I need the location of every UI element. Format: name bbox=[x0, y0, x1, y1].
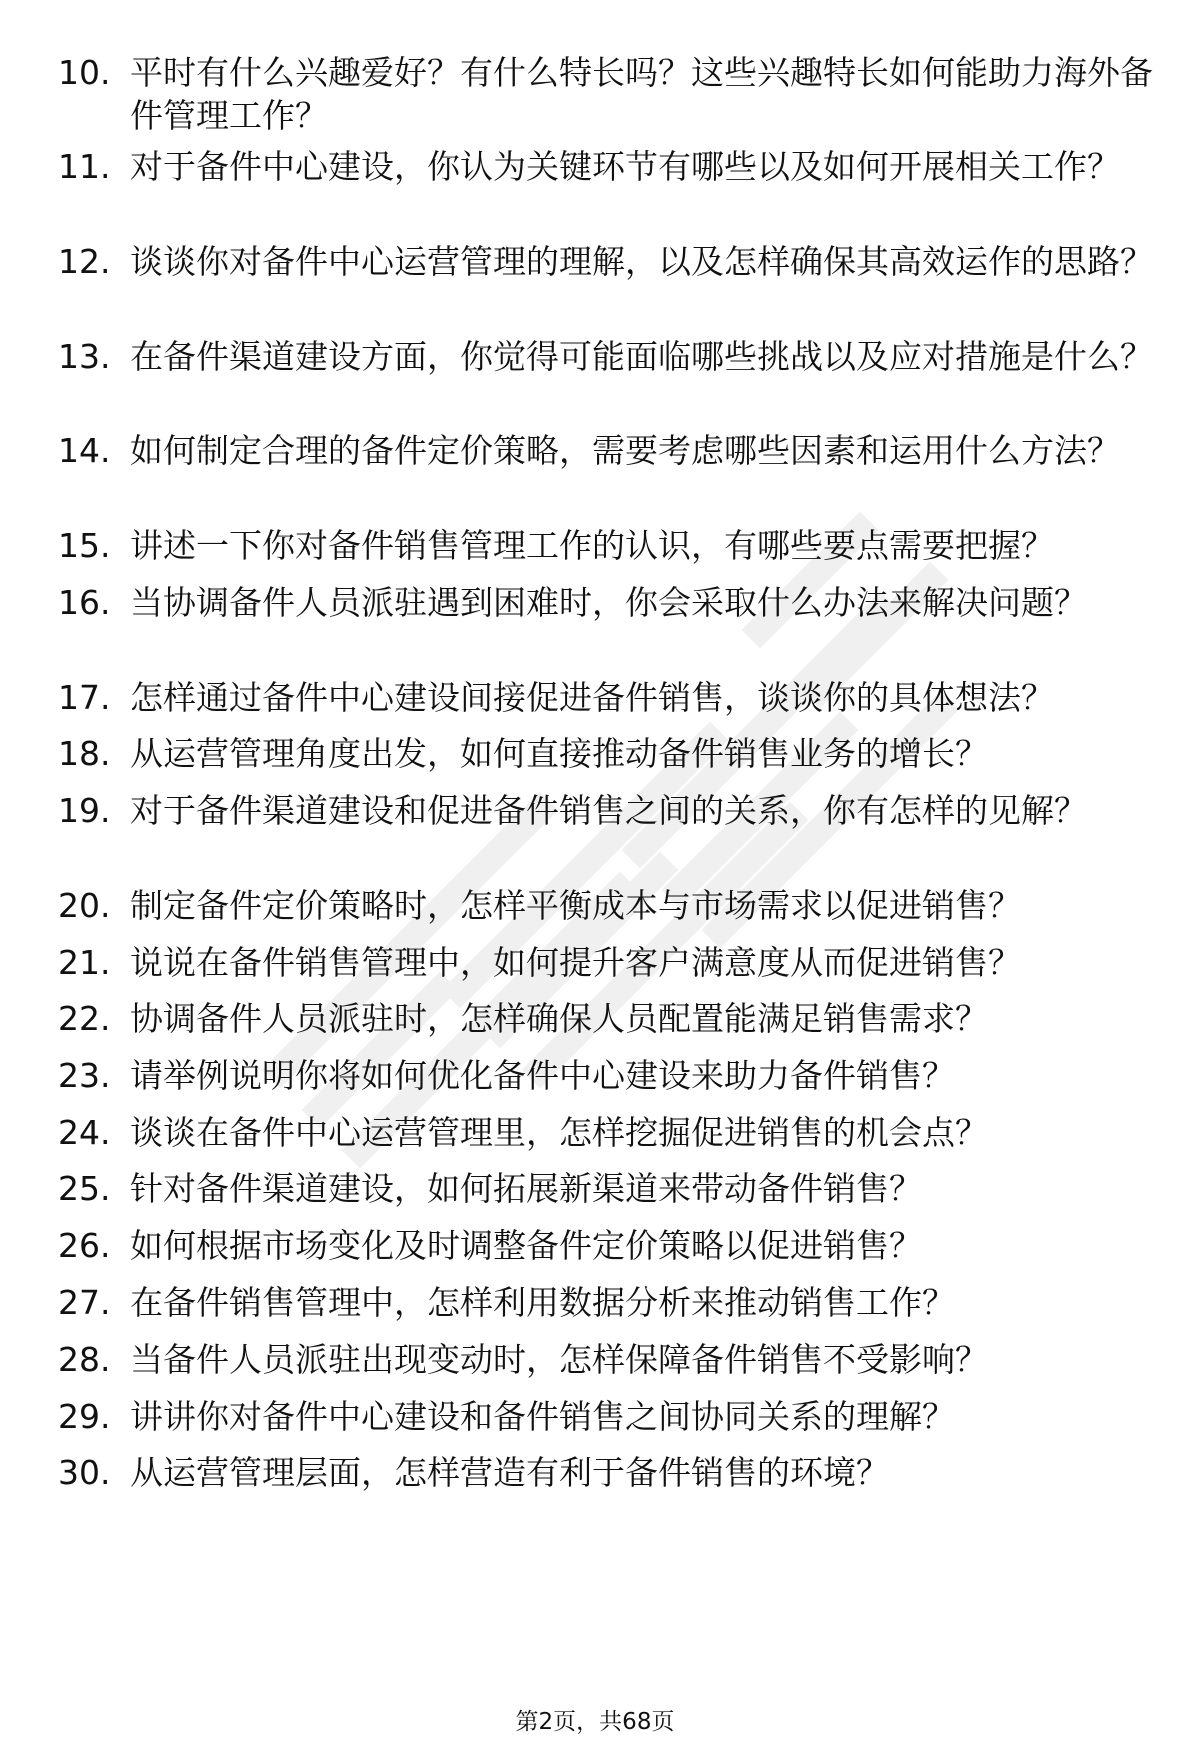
question-text: 针对备件渠道建设，如何拓展新渠道来带动备件销售？ bbox=[130, 1169, 922, 1208]
question-text: 从运营管理层面，怎样营造有利于备件销售的环境？ bbox=[130, 1453, 889, 1492]
question-number: 14. bbox=[58, 431, 111, 470]
question-text: 从运营管理角度出发，如何直接推动备件销售业务的增长？ bbox=[130, 734, 988, 773]
question-number: 23. bbox=[58, 1056, 111, 1095]
question-number: 16. bbox=[58, 583, 111, 622]
question-number: 29. bbox=[58, 1397, 111, 1436]
question-number: 22. bbox=[58, 999, 111, 1038]
question-text: 讲述一下你对备件销售管理工作的认识，有哪些要点需要把握？ bbox=[130, 526, 1054, 565]
question-text: 在备件渠道建设方面，你觉得可能面临哪些挑战以及应对措施是什么？ bbox=[130, 337, 1153, 376]
question-number: 17. bbox=[58, 678, 111, 717]
question-text: 当备件人员派驻出现变动时，怎样保障备件销售不受影响？ bbox=[130, 1340, 988, 1379]
question-text: 对于备件中心建设，你认为关键环节有哪些以及如何开展相关工作？ bbox=[130, 147, 1120, 186]
question-text: 平时有什么兴趣爱好？有什么特长吗？这些兴趣特长如何能助力海外备件管理工作？ bbox=[130, 53, 1153, 135]
question-text: 谈谈在备件中心运营管理里，怎样挖掘促进销售的机会点？ bbox=[130, 1113, 988, 1152]
question-number: 25. bbox=[58, 1169, 111, 1208]
question-text: 对于备件渠道建设和促进备件销售之间的关系，你有怎样的见解？ bbox=[130, 791, 1087, 830]
question-number: 20. bbox=[58, 886, 111, 925]
question-text: 在备件销售管理中，怎样利用数据分析来推动销售工作？ bbox=[130, 1283, 955, 1322]
question-text: 如何制定合理的备件定价策略，需要考虑哪些因素和运用什么方法？ bbox=[130, 431, 1120, 470]
question-number: 28. bbox=[58, 1340, 111, 1379]
question-number: 12. bbox=[58, 242, 111, 281]
question-number: 21. bbox=[58, 943, 111, 982]
question-text: 协调备件人员派驻时，怎样确保人员配置能满足销售需求？ bbox=[130, 999, 988, 1038]
question-number: 26. bbox=[58, 1226, 111, 1265]
question-number: 27. bbox=[58, 1283, 111, 1322]
question-text: 制定备件定价策略时，怎样平衡成本与市场需求以促进销售？ bbox=[130, 886, 1021, 925]
question-text: 如何根据市场变化及时调整备件定价策略以促进销售？ bbox=[130, 1226, 922, 1265]
question-text: 讲讲你对备件中心建设和备件销售之间协同关系的理解？ bbox=[130, 1397, 955, 1436]
question-number: 30. bbox=[58, 1453, 111, 1492]
question-text: 怎样通过备件中心建设间接促进备件销售，谈谈你的具体想法？ bbox=[130, 678, 1054, 717]
question-number: 24. bbox=[58, 1113, 111, 1152]
page-number-footer: 第2页，共68页 bbox=[515, 1709, 675, 1735]
question-text: 请举例说明你将如何优化备件中心建设来助力备件销售？ bbox=[130, 1056, 955, 1095]
question-number: 10. bbox=[58, 53, 111, 92]
question-text: 说说在备件销售管理中，如何提升客户满意度从而促进销售？ bbox=[130, 943, 1021, 982]
question-number: 13. bbox=[58, 337, 111, 376]
question-number: 15. bbox=[58, 526, 111, 565]
question-number: 19. bbox=[58, 791, 111, 830]
question-number: 11. bbox=[58, 147, 111, 186]
question-text: 当协调备件人员派驻遇到困难时，你会采取什么办法来解决问题？ bbox=[130, 583, 1087, 622]
question-text: 谈谈你对备件中心运营管理的理解，以及怎样确保其高效运作的思路？ bbox=[130, 242, 1153, 281]
question-number: 18. bbox=[58, 734, 111, 773]
